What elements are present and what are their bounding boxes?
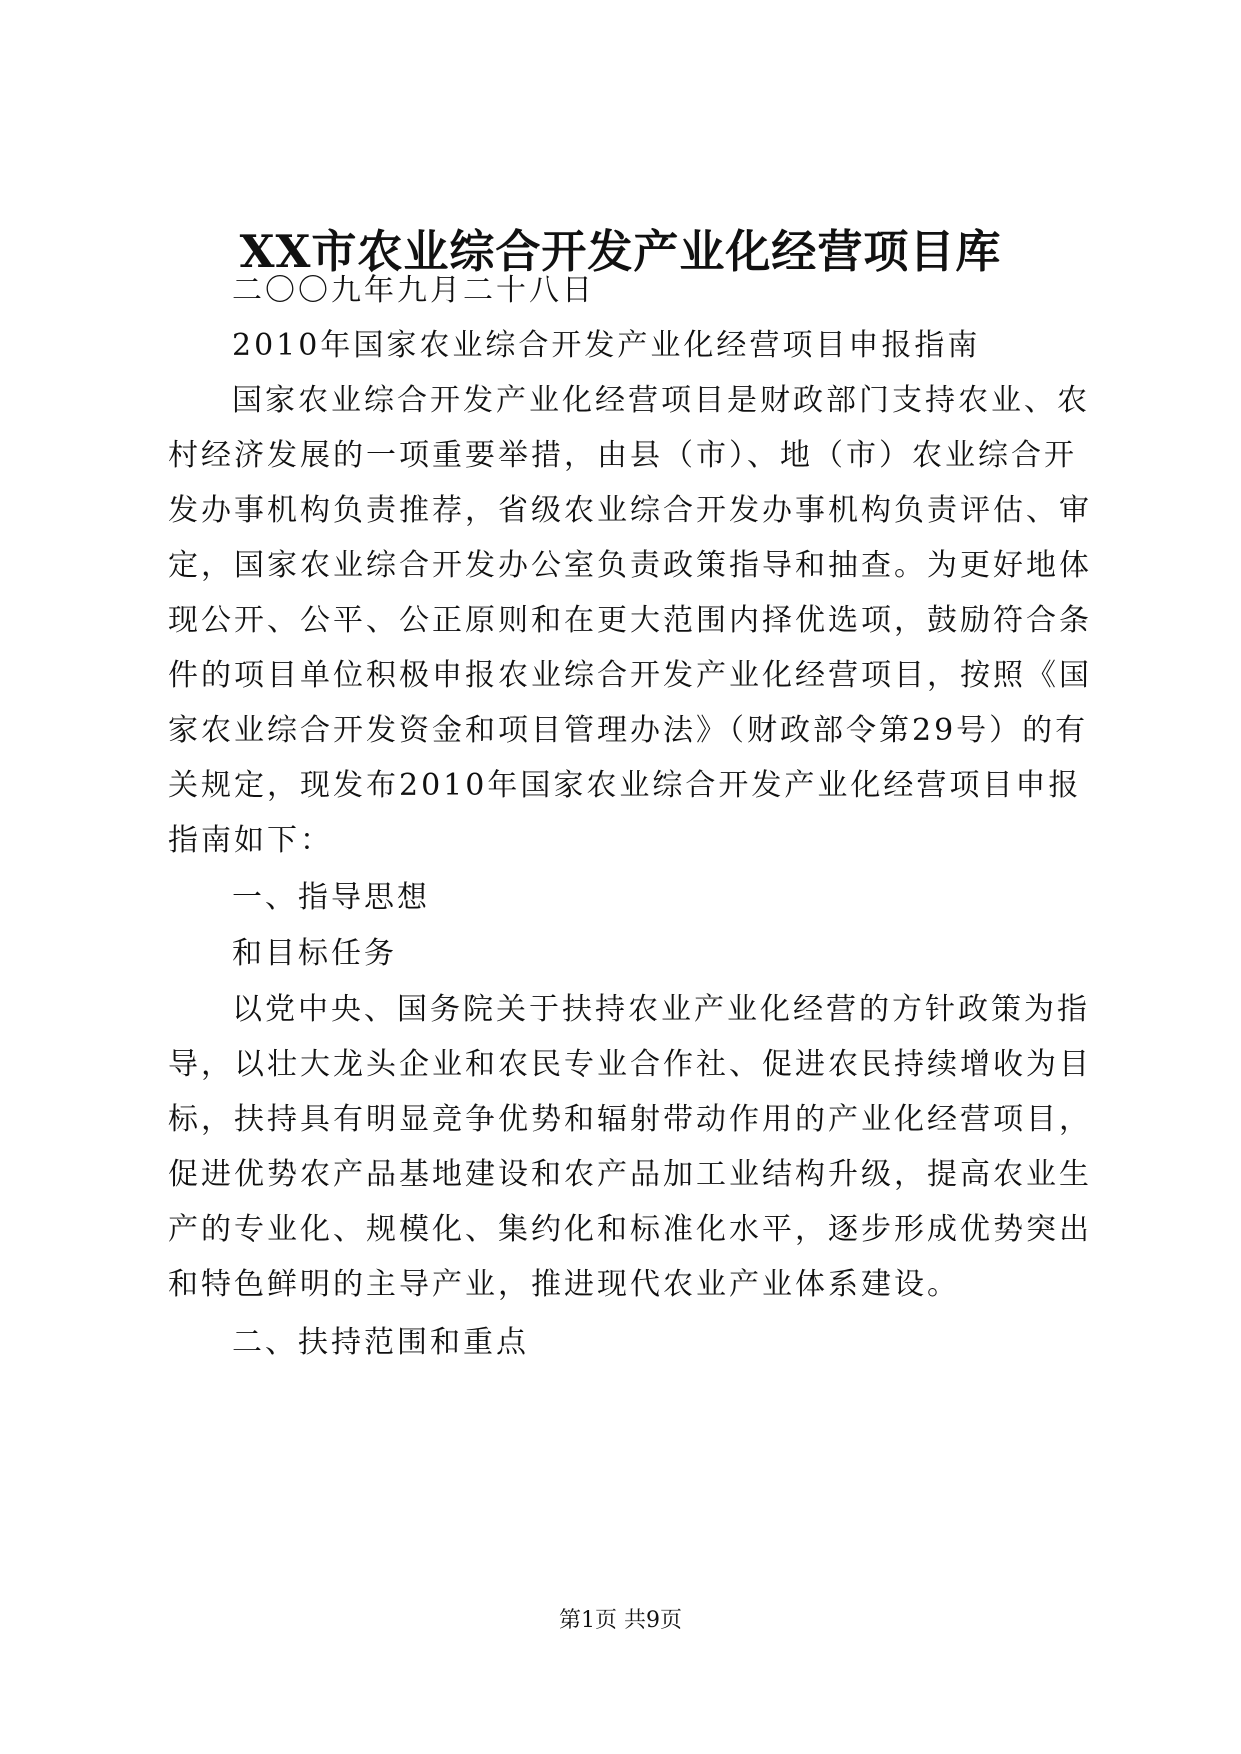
paragraph1-line: 关规定，现发布2010年国家农业综合开发产业化经营项目申报 <box>168 768 1082 803</box>
document-subtitle: 2010年国家农业综合开发产业化经营项目申报指南 <box>232 328 981 363</box>
paragraph1-line: 发办事机构负责推荐，省级农业综合开发办事机构负责评估、审 <box>168 493 1092 528</box>
paragraph2-line: 促进优势农产品基地建设和农产品加工业结构升级，提高农业生 <box>168 1157 1092 1192</box>
document-title: XX市农业综合开发产业化经营项目库 <box>239 225 1002 278</box>
paragraph1-line: 家农业综合开发资金和项目管理办法》（财政部令第29号）的有 <box>168 713 1089 748</box>
paragraph2-line: 导，以壮大龙头企业和农民专业合作社、促进农民持续增收为目 <box>168 1047 1092 1082</box>
paragraph1-line: 定，国家农业综合开发办公室负责政策指导和抽查。为更好地体 <box>168 548 1092 583</box>
document-date: 二〇〇九年九月二十八日 <box>232 273 595 308</box>
paragraph1-line: 现公开、公平、公正原则和在更大范围内择优选项，鼓励符合条 <box>168 603 1092 638</box>
section-heading-1: 一、指导思想 <box>232 880 430 915</box>
paragraph1-line: 村经济发展的一项重要举措，由县（市）、地（市）农业综合开 <box>168 438 1077 473</box>
paragraph2-line: 以党中央、国务院关于扶持农业产业化经营的方针政策为指 <box>232 992 1090 1027</box>
page-footer: 第1页 共9页 <box>559 1608 682 1633</box>
paragraph2-line: 产的专业化、规模化、集约化和标准化水平，逐步形成优势突出 <box>168 1212 1092 1247</box>
paragraph1-line: 件的项目单位积极申报农业综合开发产业化经营项目，按照《国 <box>168 658 1092 693</box>
section-heading-1-continued: 和目标任务 <box>232 936 397 971</box>
section-heading-2: 二、扶持范围和重点 <box>232 1325 529 1360</box>
paragraph1-line: 国家农业综合开发产业化经营项目是财政部门支持农业、农 <box>232 383 1090 418</box>
paragraph2-line: 标，扶持具有明显竞争优势和辐射带动作用的产业化经营项目， <box>168 1102 1092 1137</box>
paragraph2-line: 和特色鲜明的主导产业，推进现代农业产业体系建设。 <box>168 1267 960 1302</box>
paragraph1-line: 指南如下： <box>168 823 333 858</box>
